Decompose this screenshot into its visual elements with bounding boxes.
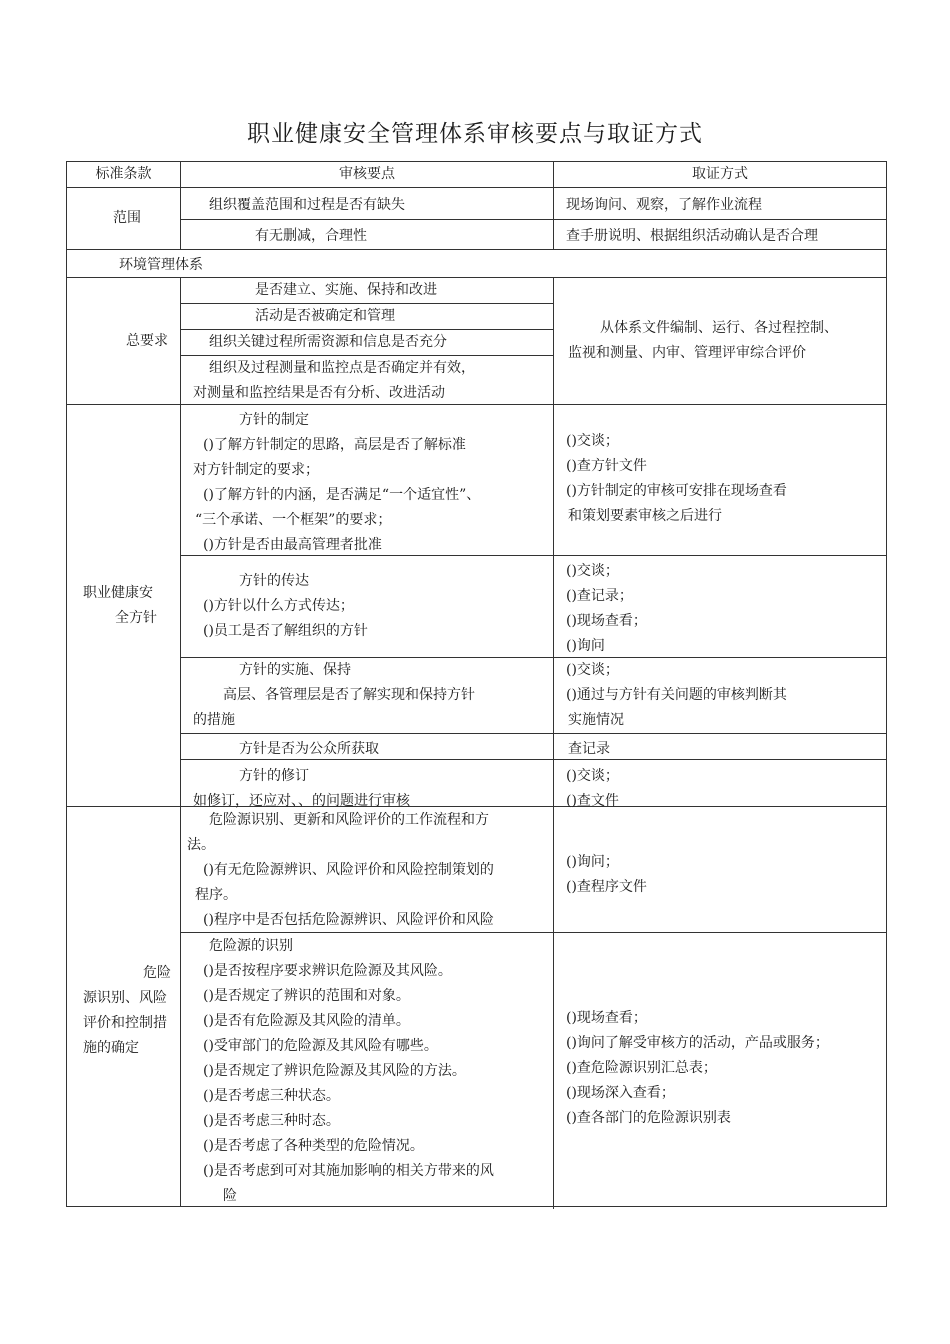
hazard-1-point: 危险源识别、更新和风险评价的工作流程和方 — [209, 812, 489, 828]
hazard-2-point: ()是否有危险源及其风险的清单。 — [203, 1013, 410, 1029]
header-evidence: 取证方式 — [692, 166, 748, 182]
page-title: 职业健康安全管理体系审核要点与取证方式 — [247, 121, 703, 147]
policy-block-2 — [181, 556, 886, 658]
table-row-env-system — [66, 250, 887, 278]
table-row-hazard — [66, 807, 887, 1207]
policy-1-point: 方针的制定 — [239, 412, 309, 428]
hazard-2-point: 危险源的识别 — [209, 938, 293, 954]
policy-block-1 — [181, 405, 886, 556]
hazard-block-2 — [181, 933, 886, 1209]
clause-hazard-line3: 评价和控制措 — [83, 1015, 167, 1031]
clause-policy-line2: 全方针 — [115, 609, 157, 626]
policy-2-evidence: ()询问 — [566, 638, 605, 654]
hazard-2-point: ()是否考虑到可对其施加影响的相关方带来的风 — [203, 1163, 494, 1179]
policy-block-4 — [181, 734, 886, 760]
hazard-2-evidence: ()查各部门的危险源识别表 — [566, 1110, 731, 1126]
hazard-2-point: ()是否考虑了各种类型的危险情况。 — [203, 1138, 424, 1154]
policy-3-point: 高层、各管理层是否了解实现和保持方针 — [223, 687, 475, 703]
policy-1-point: ()了解方针制定的思路，高层是否了解标准 — [203, 437, 466, 453]
policy-1-evidence: ()查方针文件 — [566, 458, 647, 474]
policy-3-evidence: ()通过与方针有关问题的审核判断其 — [566, 687, 787, 703]
hazard-1-point: ()程序中是否包括危险源辨识、风险评价和风险 — [203, 912, 494, 928]
table-row-scope — [66, 188, 887, 250]
table-header-row — [66, 161, 887, 188]
hazard-2-point: ()是否规定了辨识危险源及其风险的方法。 — [203, 1063, 466, 1079]
policy-2-evidence: ()交谈； — [566, 563, 619, 579]
hazard-2-point: ()受审部门的危险源及其风险有哪些。 — [203, 1038, 438, 1054]
header-audit-points: 审核要点 — [181, 162, 554, 187]
clause-general: 总要求 — [67, 278, 181, 404]
hazard-2-evidence: ()查危险源识别汇总表； — [566, 1060, 717, 1076]
policy-3-evidence: 实施情况 — [568, 712, 624, 728]
table-row-policy — [66, 405, 887, 807]
policy-1-point: ()方针是否由最高管理者批准 — [203, 537, 382, 553]
hazard-2-point: ()是否按程序要求辨识危险源及其风险。 — [203, 963, 452, 979]
hazard-1-evidence: ()询问； — [566, 854, 619, 870]
hazard-2-evidence: ()现场查看； — [566, 1010, 647, 1026]
policy-2-evidence: ()查记录； — [566, 588, 633, 604]
clause-hazard-line1: 危险 — [143, 965, 171, 981]
hazard-1-point: 程序。 — [195, 887, 237, 903]
header-clause: 标准条款 — [67, 162, 181, 187]
general-point-4: 组织及过程测量和监控点是否确定并有效， — [209, 360, 475, 376]
policy-5-point: 方针的修订 — [239, 768, 309, 784]
clause-policy-line1: 职业健康安 — [83, 584, 153, 601]
policy-1-evidence: ()方针制定的审核可安排在现场查看 — [566, 483, 787, 499]
policy-1-evidence: ()交谈； — [566, 433, 619, 449]
hazard-1-evidence: ()查程序文件 — [566, 879, 647, 895]
scope-evidence-2: 查手册说明、根据组织活动确认是否合理 — [566, 228, 818, 244]
scope-point-1: 组织覆盖范围和过程是否有缺失 — [181, 188, 554, 219]
scope-evidence-1: 现场询问、观察，了解作业流程 — [566, 197, 762, 213]
general-evidence-1: 从体系文件编制、运行、各过程控制、 — [600, 320, 838, 336]
hazard-2-point: ()是否考虑三种状态。 — [203, 1088, 340, 1104]
policy-4-evidence: 查记录 — [568, 741, 610, 757]
policy-5-evidence: ()查文件 — [566, 793, 619, 809]
general-point-1: 是否建立、实施、保持和改进 — [181, 278, 553, 304]
policy-5-evidence: ()交谈； — [566, 768, 619, 784]
clause-hazard-line2: 源识别、风险 — [83, 990, 167, 1006]
hazard-block-1 — [181, 807, 886, 933]
policy-1-evidence: 和策划要素审核之后进行 — [568, 508, 722, 524]
table-row-general — [66, 278, 887, 405]
policy-block-5 — [181, 760, 886, 814]
hazard-1-point: ()有无危险源辨识、风险评价和风险控制策划的 — [203, 862, 494, 878]
general-point-3: 组织关键过程所需资源和信息是否充分 — [181, 330, 553, 356]
policy-3-evidence: ()交谈； — [566, 662, 619, 678]
policy-2-evidence: ()现场查看； — [566, 613, 647, 629]
hazard-1-point: 法。 — [187, 837, 215, 853]
general-point-2: 活动是否被确定和管理 — [181, 304, 553, 330]
policy-2-point: 方针的传达 — [239, 573, 309, 589]
scope-point-2: 有无删减，合理性 — [181, 220, 554, 249]
audit-table — [66, 161, 887, 1207]
hazard-2-point: ()是否规定了辨识的范围和对象。 — [203, 988, 410, 1004]
policy-3-point: 方针的实施、保持 — [239, 662, 351, 678]
policy-5-point: 如修订，还应对、、的问题进行审核 — [193, 793, 410, 809]
hazard-2-evidence: ()现场深入查看； — [566, 1085, 675, 1101]
hazard-2-evidence: ()询问了解受审核方的活动，产品或服务； — [566, 1035, 829, 1051]
policy-2-point: ()员工是否了解组织的方针 — [203, 623, 368, 639]
policy-4-point: 方针是否为公众所获取 — [239, 741, 379, 757]
env-system-label: 环境管理体系 — [119, 257, 203, 273]
clause-scope: 范围 — [67, 188, 181, 249]
general-point-5: 对测量和监控结果是否有分析、改进活动 — [193, 385, 445, 401]
hazard-2-point: 险 — [223, 1188, 237, 1204]
hazard-2-point: ()是否考虑三种时态。 — [203, 1113, 340, 1129]
policy-1-point: “三个承诺、一个框架”的要求； — [195, 512, 392, 528]
policy-3-point: 的措施 — [193, 712, 235, 728]
policy-2-point: ()方针以什么方式传达； — [203, 598, 354, 614]
policy-block-3 — [181, 658, 886, 734]
policy-1-point: ()了解方针的内涵，是否满足“一个适宜性”、 — [203, 487, 481, 503]
clause-hazard-line4: 施的确定 — [83, 1040, 139, 1056]
policy-1-point: 对方针制定的要求； — [193, 462, 319, 478]
general-evidence-2: 监视和测量、内审、管理评审综合评价 — [568, 345, 806, 361]
